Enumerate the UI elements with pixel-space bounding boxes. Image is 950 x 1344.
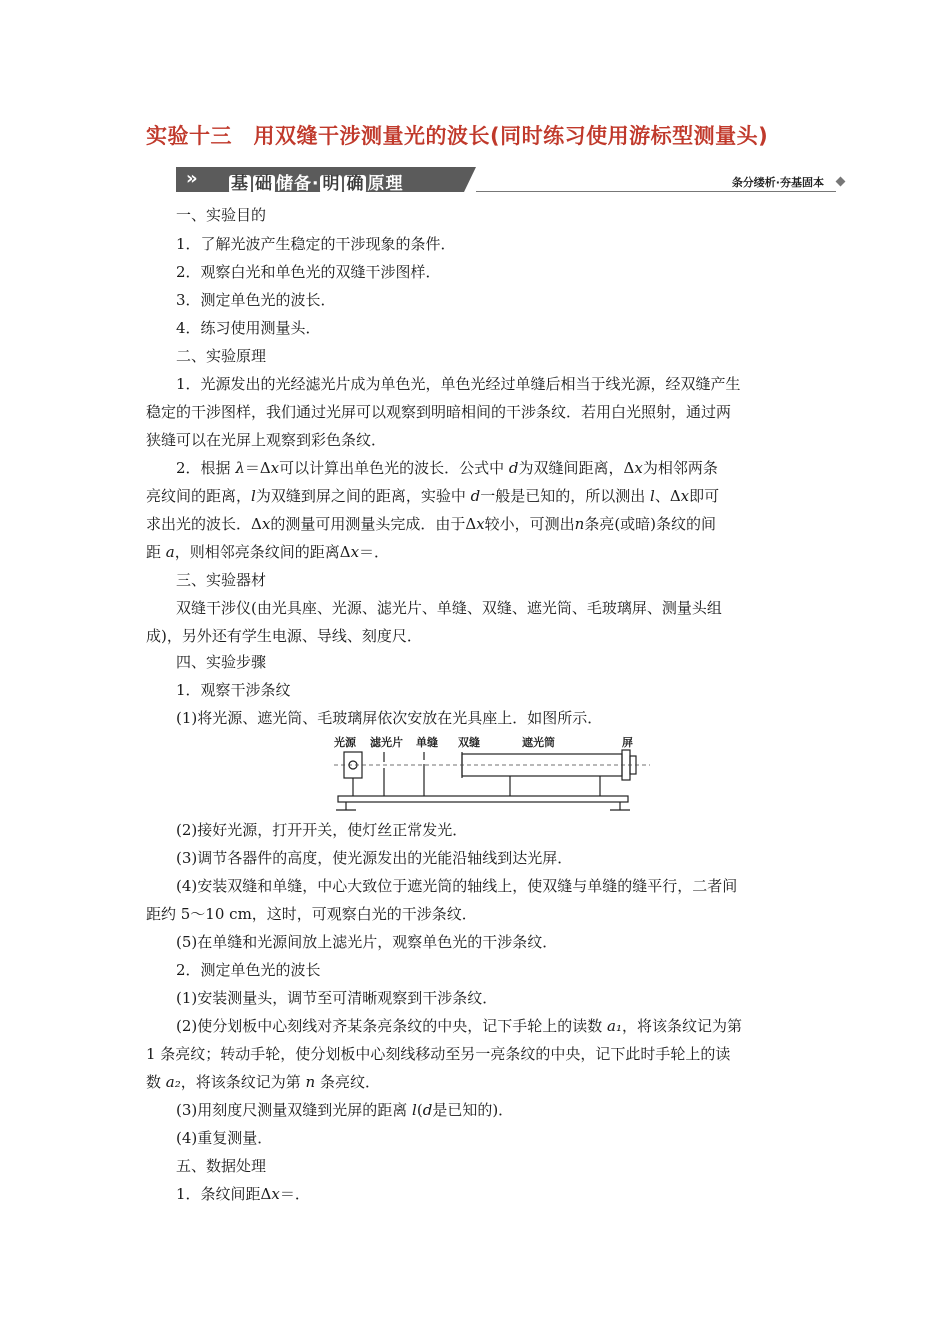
text-run: 条亮纹． (315, 1073, 380, 1091)
text-run: 的测量可用测量头完成．由于Δ (270, 515, 477, 533)
text-run: ，将该条纹记为第 (622, 1017, 743, 1035)
math-var: x (261, 515, 271, 533)
diagram-label-filter: 滤光片 (370, 736, 403, 749)
math-var: n (305, 1073, 316, 1091)
text-run: 亮纹间的距离， (146, 487, 252, 505)
banner-heading-char: 明 (322, 174, 341, 194)
banner-heading-text: 原理 (367, 174, 404, 194)
text-run: 为双缝到屏之间的距离，实验中 (255, 487, 471, 505)
text-line: 1．光源发出的光经滤光片成为单色光，单色光经过单缝后相当于线光源，经双缝产生 (176, 375, 741, 393)
text-run: 、Δ (654, 487, 681, 505)
text-line (176, 1016, 742, 1036)
light-source-box (344, 752, 362, 778)
text-run: ，则相邻亮条纹间的距离Δ (174, 543, 351, 561)
banner-tagline: 条分缕析·夯基固本 (731, 176, 824, 189)
text-line: 双缝干涉仪(由光具座、光源、滤光片、单缝、双缝、遮光筒、毛玻璃屏、测量头组 (176, 599, 722, 617)
text-line: (2)接好光源，打开开关，使灯丝正常发光． (176, 821, 468, 839)
math-var: d (470, 487, 481, 505)
text-run: 可以计算出单色光的波长．公式中 (279, 459, 509, 477)
text-line: 3．测定单色光的波长． (176, 291, 336, 309)
math-var: d (422, 1101, 433, 1119)
math-var: x (680, 487, 690, 505)
text-run: ，将该条纹记为第 (180, 1073, 306, 1091)
text-line: 距约 5～10 cm，这时，可观察白光的干涉条纹． (146, 905, 477, 923)
shade-tube (462, 754, 622, 776)
math-var: l (412, 1101, 417, 1119)
banner-rule (476, 191, 836, 192)
diagram-label-single-slit: 单缝 (416, 736, 438, 749)
math-var: l (251, 487, 256, 505)
text-run: 即可 (689, 487, 720, 505)
text-line: 稳定的干涉图样，我们通过光屏可以观察到明暗相间的干涉条纹．若用白光照射，通过两 (146, 403, 732, 421)
apparatus-diagram (330, 732, 652, 814)
text-line (176, 458, 718, 478)
text-line: 狭缝可以在光屏上观察到彩色条纹． (146, 431, 387, 449)
diagram-label-screen: 屏 (622, 736, 633, 749)
text-run: 求出光的波长．Δ (146, 515, 262, 533)
section-heading: 四、实验步骤 (176, 653, 267, 671)
text-run: 为相邻两条 (642, 459, 718, 477)
chevron-right-icon: » (186, 168, 194, 189)
page-title: 实验十三 用双缝干涉测量光的波长(同时练习使用游标型测量头) (146, 124, 769, 148)
text-line: (5)在单缝和光源间放上滤光片，观察单色光的干涉条纹． (176, 933, 558, 951)
banner-heading-char: 础 (255, 174, 273, 194)
text-line: 4．练习使用测量头． (176, 319, 321, 337)
math-var: a (165, 543, 175, 561)
math-var: x (476, 515, 485, 533)
math-var: x (350, 543, 360, 561)
math-var: a₂ (165, 1073, 181, 1091)
text-line: (4)安装双缝和单缝，中心大致位于遮光筒的轴线上，使双缝与单缝的缝平行，二者间 (176, 877, 738, 895)
math-var: a₁ (607, 1017, 622, 1035)
text-line (146, 1072, 380, 1092)
text-line: (3)调节各器件的高度，使光源发出的光能沿轴线到达光屏． (176, 849, 573, 867)
math-var: d (508, 459, 519, 477)
diamond-icon (836, 177, 846, 187)
text-line: (4)重复测量． (176, 1129, 273, 1147)
text-run: (3)用刻度尺测量双缝到光屏的距离 (176, 1101, 413, 1119)
diagram-label-shade-tube: 遮光筒 (522, 736, 555, 749)
section-heading: 三、实验器材 (176, 571, 267, 589)
section-heading: 二、实验原理 (176, 347, 267, 365)
banner-heading-char: 基 (231, 174, 249, 194)
text-run: ＝Δ (244, 459, 271, 477)
text-run: 一般是已知的，所以测出 (480, 487, 650, 505)
text-line: 2．测定单色光的波长 (176, 961, 321, 979)
section-banner (176, 166, 848, 194)
text-run: ＝． (279, 1185, 310, 1203)
text-line: 1．了解光波产生稳定的干涉现象的条件． (176, 235, 456, 253)
section-heading: 一、实验目的 (176, 206, 267, 224)
math-var: x (270, 459, 280, 477)
math-var: l (650, 487, 655, 505)
math-var: x (634, 459, 643, 477)
math-var: n (574, 515, 585, 533)
section-heading: 五、数据处理 (176, 1157, 267, 1175)
math-var: λ (235, 459, 245, 477)
text-line: (1)安装测量头，调节至可清晰观察到干涉条纹． (176, 989, 498, 1007)
diagram-label-double-slit: 双缝 (458, 736, 480, 749)
text-line: 1 条亮纹；转动手轮，使分划板中心刻线移动至另一亮条纹的中央，记下此时手轮上的读 (146, 1045, 731, 1063)
text-line (146, 514, 716, 534)
math-var: x (271, 1185, 280, 1203)
text-run: ＝． (359, 543, 390, 561)
banner-heading-char: 确 (346, 174, 365, 194)
text-run: 1．条纹间距Δ (176, 1185, 272, 1203)
text-line (146, 542, 389, 562)
text-run: 2．根据 (176, 459, 236, 477)
diagram-label-light-source: 光源 (334, 736, 356, 749)
text-run: 为双缝间距离，Δ (518, 459, 635, 477)
text-line (176, 1184, 310, 1204)
diagram-apparatus (336, 750, 636, 810)
text-line: (1)将光源、遮光筒、毛玻璃屏依次安放在光具座上．如图所示． (176, 709, 603, 727)
text-run: 数 (146, 1073, 166, 1091)
banner-heading-text: 储备· (276, 174, 320, 194)
text-line: 1．观察干涉条纹 (176, 681, 291, 699)
text-run: 是已知的)． (432, 1101, 514, 1119)
text-run: ( (416, 1101, 423, 1119)
text-line (176, 1100, 513, 1120)
optical-bench (338, 796, 628, 802)
banner-heading (228, 169, 403, 194)
text-run: 距 (146, 543, 166, 561)
text-line: 成)，另外还有学生电源、导线、刻度尺． (146, 627, 422, 645)
text-run: 较小，可测出 (484, 515, 575, 533)
text-line: 2．观察白光和单色光的双缝干涉图样． (176, 263, 441, 281)
text-line (146, 486, 719, 506)
text-run: (2)使分划板中心刻线对齐某条亮条纹的中央，记下手轮上的读数 (176, 1017, 608, 1035)
text-run: 条亮(或暗)条纹的间 (584, 515, 717, 533)
